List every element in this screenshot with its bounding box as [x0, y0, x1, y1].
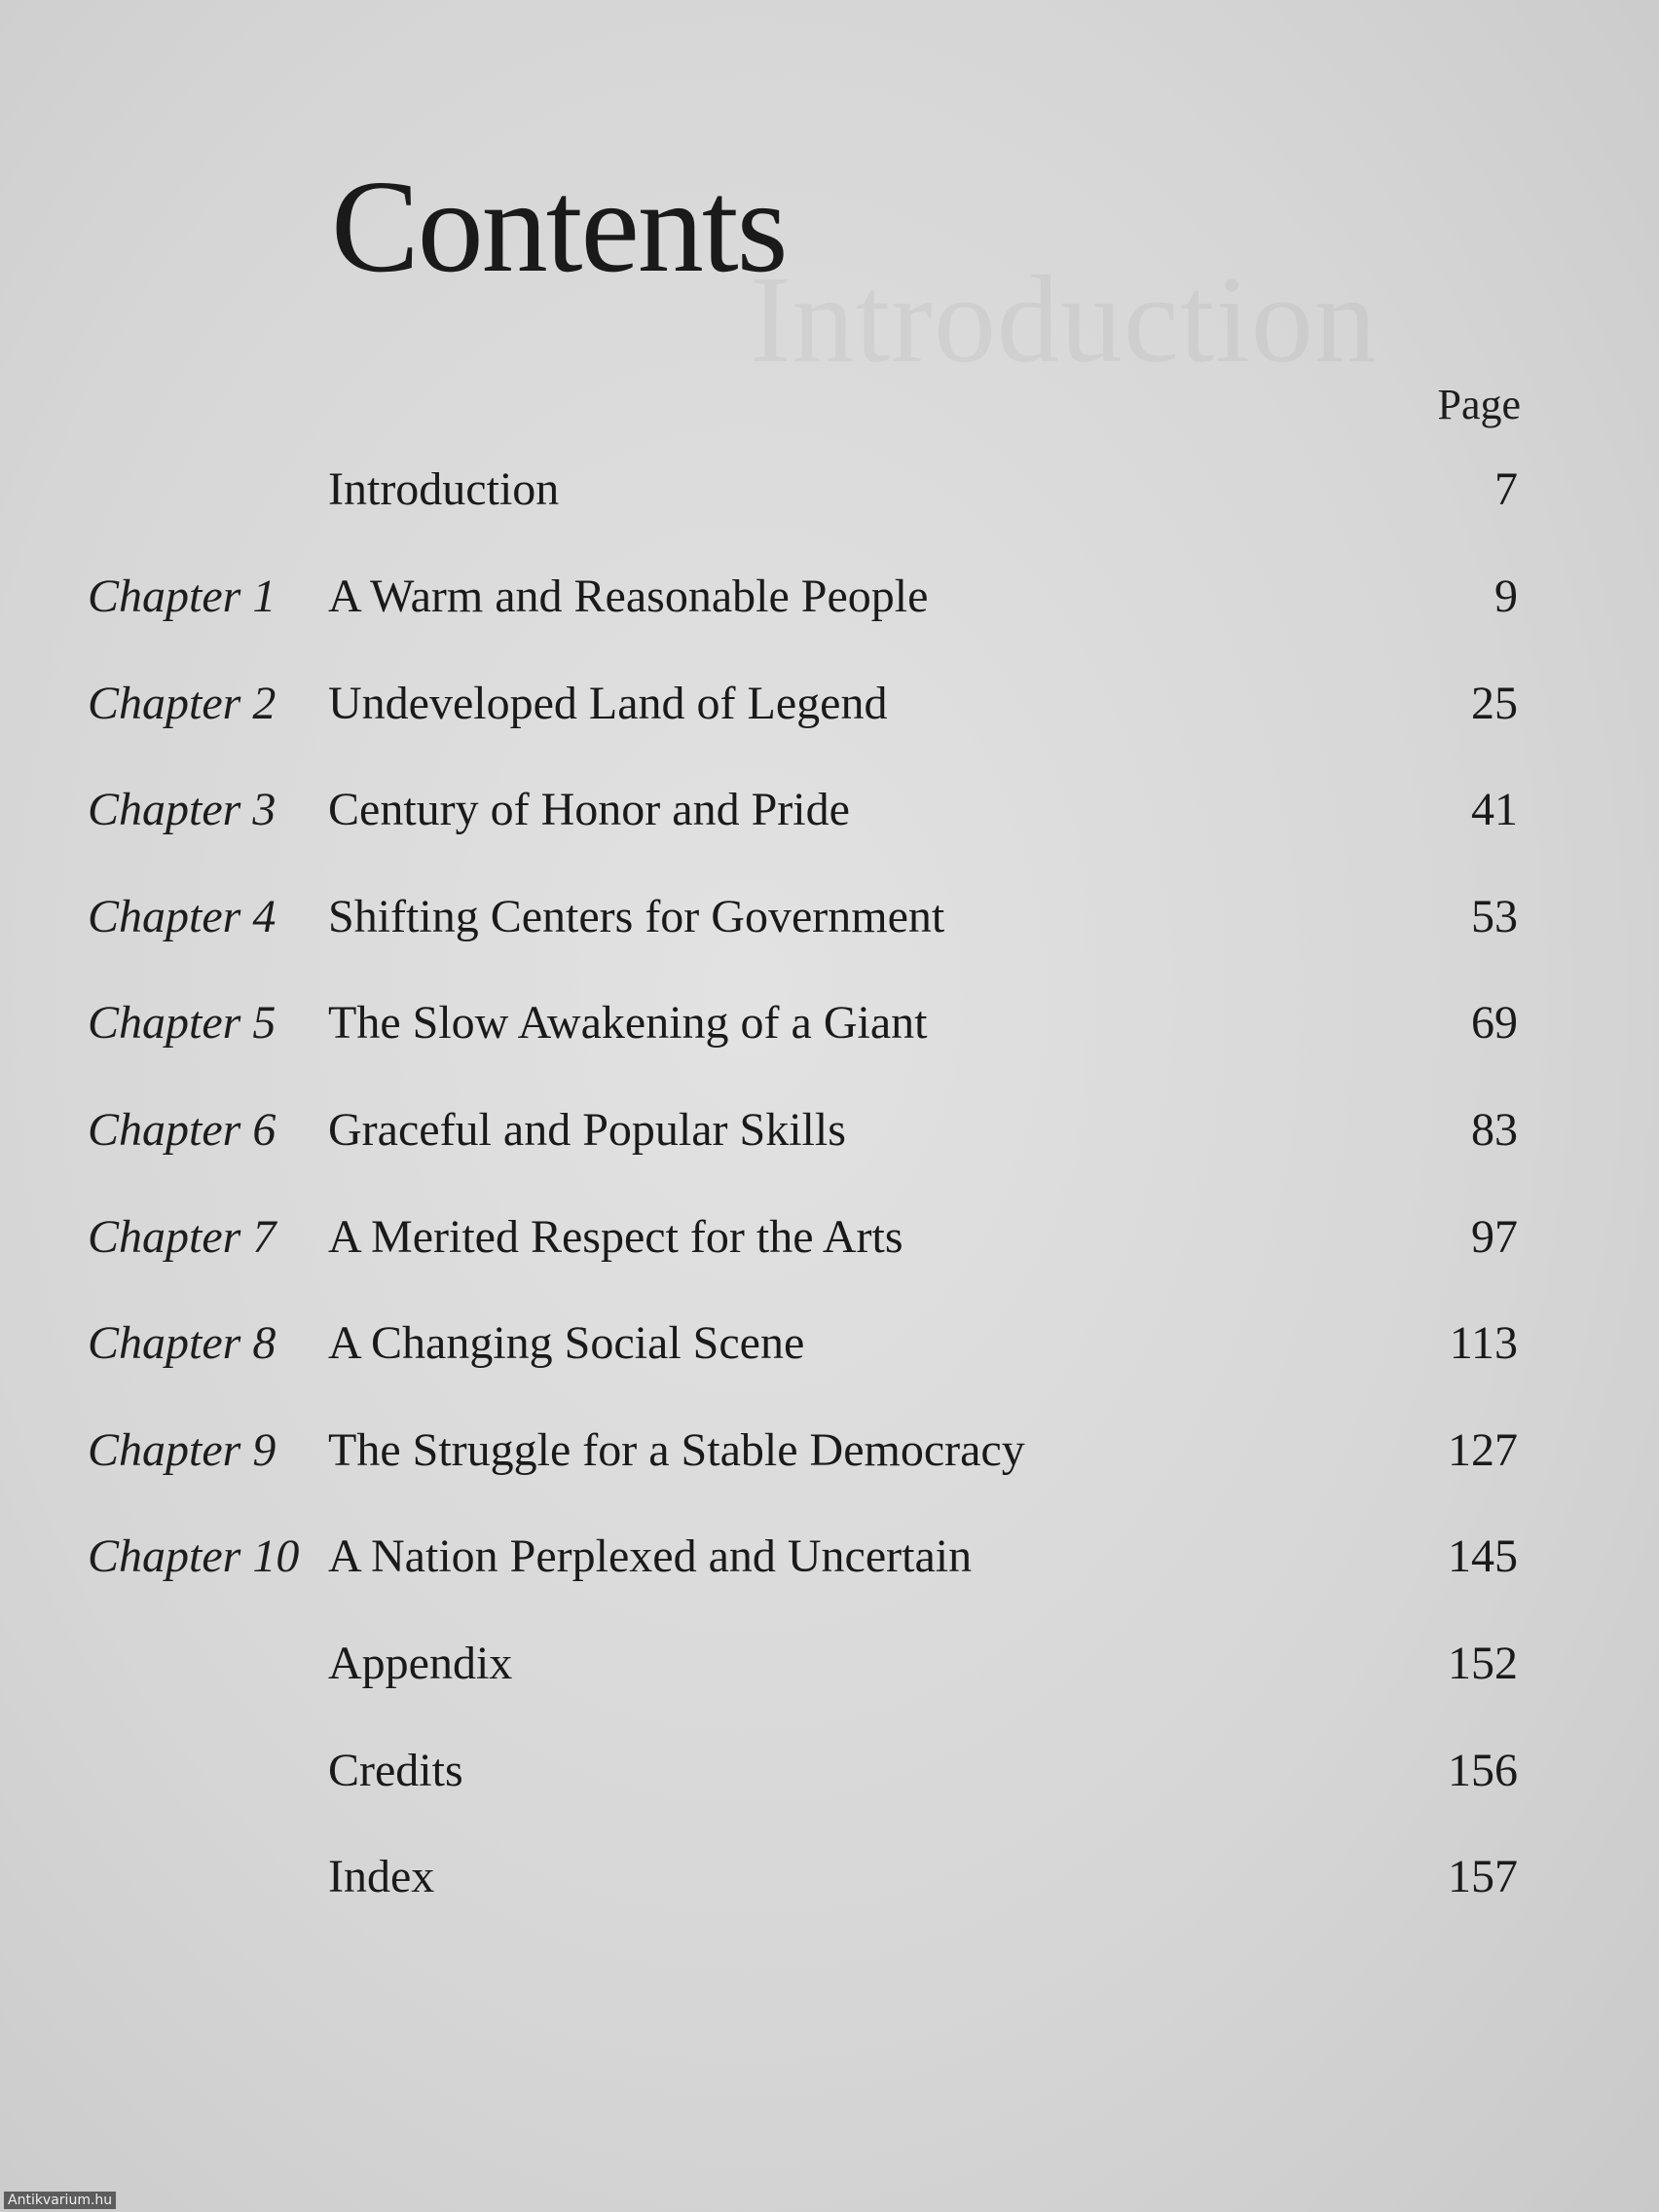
entry-title: Graceful and Popular Skills [328, 1104, 846, 1156]
entry-title: Century of Honor and Pride [328, 784, 850, 835]
chapter-label: Chapter 6 [88, 1104, 276, 1156]
entry-title: Shifting Centers for Government [328, 891, 945, 942]
watermark: Antikvarium.hu [4, 2192, 116, 2209]
chapter-label: Chapter 7 [88, 1211, 276, 1263]
page-number: 9 [1494, 571, 1518, 622]
page-column-label: Page [1437, 381, 1521, 428]
entry-title: Undeveloped Land of Legend [328, 678, 888, 729]
entry-title: A Merited Respect for the Arts [328, 1211, 903, 1263]
entry-title: Introduction [328, 463, 560, 515]
toc-entry [0, 456, 1659, 524]
chapter-label: Chapter 5 [88, 997, 276, 1049]
chapter-label: Chapter 1 [88, 571, 276, 622]
entry-title: The Struggle for a Stable Democracy [328, 1424, 1025, 1476]
chapter-label: Chapter 8 [88, 1317, 276, 1369]
toc-entry [0, 989, 1659, 1057]
page-number: 127 [1448, 1424, 1518, 1476]
page-number: 113 [1449, 1317, 1518, 1369]
page-number: 41 [1471, 784, 1518, 835]
page-number: 7 [1494, 463, 1518, 515]
entry-title: The Slow Awakening of a Giant [328, 997, 928, 1049]
toc-entry [0, 1096, 1659, 1164]
toc-entry [0, 1309, 1659, 1378]
page-number: 25 [1471, 678, 1518, 729]
toc-entry [0, 776, 1659, 844]
toc-entry [0, 670, 1659, 738]
toc-entry [0, 1203, 1659, 1272]
page-title: Contents [331, 154, 787, 300]
toc-entry [0, 1737, 1659, 1805]
toc-entry [0, 1843, 1659, 1911]
toc-entry [0, 1523, 1659, 1591]
chapter-label: Chapter 4 [88, 891, 276, 942]
entry-title: Index [328, 1851, 435, 1902]
entry-title: A Warm and Reasonable People [328, 571, 929, 622]
toc-entry [0, 883, 1659, 951]
page-number: 83 [1471, 1104, 1518, 1156]
bleed-through-text [750, 248, 1378, 391]
entry-title: Credits [328, 1745, 463, 1796]
chapter-label: Chapter 10 [88, 1530, 300, 1582]
entry-title: A Nation Perplexed and Uncertain [328, 1530, 973, 1582]
toc-entry [0, 1417, 1659, 1485]
entry-title: Appendix [328, 1638, 513, 1689]
entry-title: A Changing Social Scene [328, 1317, 805, 1369]
chapter-label: Chapter 9 [88, 1424, 276, 1476]
page-number: 97 [1471, 1211, 1518, 1263]
chapter-label: Chapter 2 [88, 678, 276, 729]
chapter-label: Chapter 3 [88, 784, 276, 835]
toc-entry [0, 1630, 1659, 1698]
page-number: 152 [1448, 1638, 1518, 1689]
toc-entry [0, 563, 1659, 631]
page-number: 53 [1471, 891, 1518, 942]
page-number: 145 [1448, 1530, 1518, 1582]
page-number: 69 [1471, 997, 1518, 1049]
page-number: 156 [1448, 1745, 1518, 1796]
page-number: 157 [1448, 1851, 1518, 1902]
